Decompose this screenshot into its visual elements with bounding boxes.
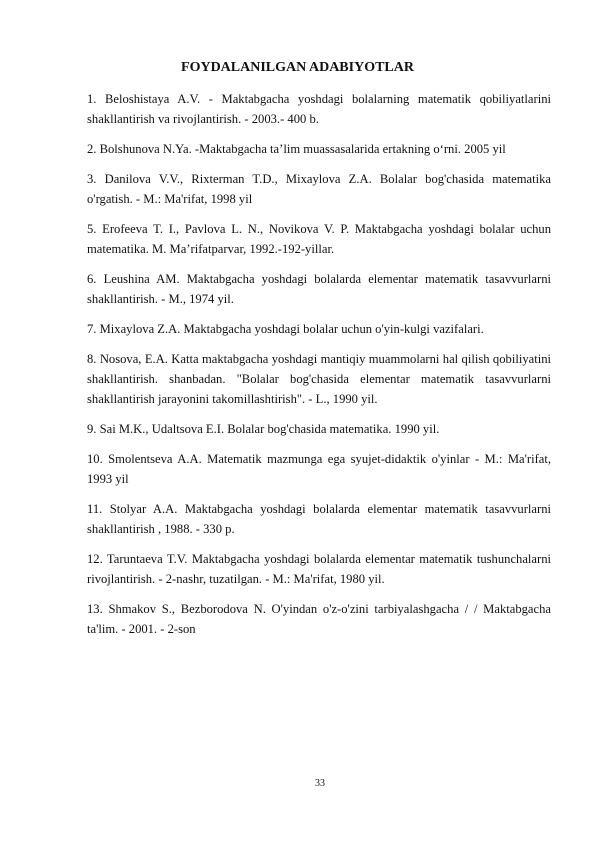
reference-item: 3. Danilova V.V., Rixterman T.D., Mixaylova Z.A. Bolalar bog'chasida matematika o'rgatish. - M.: Ma'rifat, 1998 yil [87, 172, 551, 206]
reference-item: 12. Taruntaeva T.V. Maktabgacha yoshdagi bolalarda elementar matematik tushunchalarni rivojlantirish. - 2-nashr, tuzatilgan. - M.: Ma'rifat, 1980 yil. [87, 552, 551, 586]
reference-item: 11. Stolyar A.A. Maktabgacha yoshdagi bolalarda elementar matematik tasavvurlarni shakllantirish , 1988. - 330 p. [87, 502, 551, 536]
page-title: FOYDALANILGAN ADABIYOTLAR [181, 60, 414, 75]
reference-item: 10. Smolentseva A.A. Matematik mazmunga ega syujet-didaktik o'yinlar - M.: Ma'rifat, 1993 yil [87, 452, 551, 486]
reference-item: 5. Erofeeva T. I., Pavlova L. N., Novikova V. P. Maktabgacha yoshdagi bolalar uchun matematika. M. Ma’rifatparvar, 1992.-192-yillar. [87, 222, 551, 256]
reference-item: 9. Sai M.K., Udaltsova E.I. Bolalar bog'chasida matematika. 1990 yil. [87, 422, 440, 436]
reference-item: 6. Leushina AM. Maktabgacha yoshdagi bolalarda elementar matematik tasavvurlarni shakllantirish. - M., 1974 yil. [87, 272, 551, 306]
reference-item: 1. Beloshistaya A.V. - Maktabgacha yoshdagi bolalarning matematik qobiliyatlarini shakllantirish va rivojlantirish. - 2003.- 400 b. [87, 92, 551, 126]
reference-item: 8. Nosova, E.A. Katta maktabgacha yoshdagi mantiqiy muammolarni hal qilish qobiliyatini shakllantirish. shanbadan. "Bolalar bog'chasida elementar matematik tasavvurlarni shakllantirish jarayonini takomillashtirish". - L., 1990 yil. [87, 352, 551, 406]
reference-item: 13. Shmakov S., Bezborodova N. O'yindan o'z-o'zini tarbiyalashgacha / / Maktabgacha ta'lim. - 2001. - 2-son [87, 602, 551, 636]
reference-item: 2. Bolshunova N.Ya. -Maktabgacha ta’lim muassasalarida ertakning o‘rni. 2005 yil [87, 142, 506, 156]
reference-list [87, 89, 551, 649]
reference-item: 7. Mixaylova Z.A. Maktabgacha yoshdagi bolalar uchun o'yin-kulgi vazifalari. [87, 322, 484, 336]
page-number: 33 [315, 778, 325, 789]
